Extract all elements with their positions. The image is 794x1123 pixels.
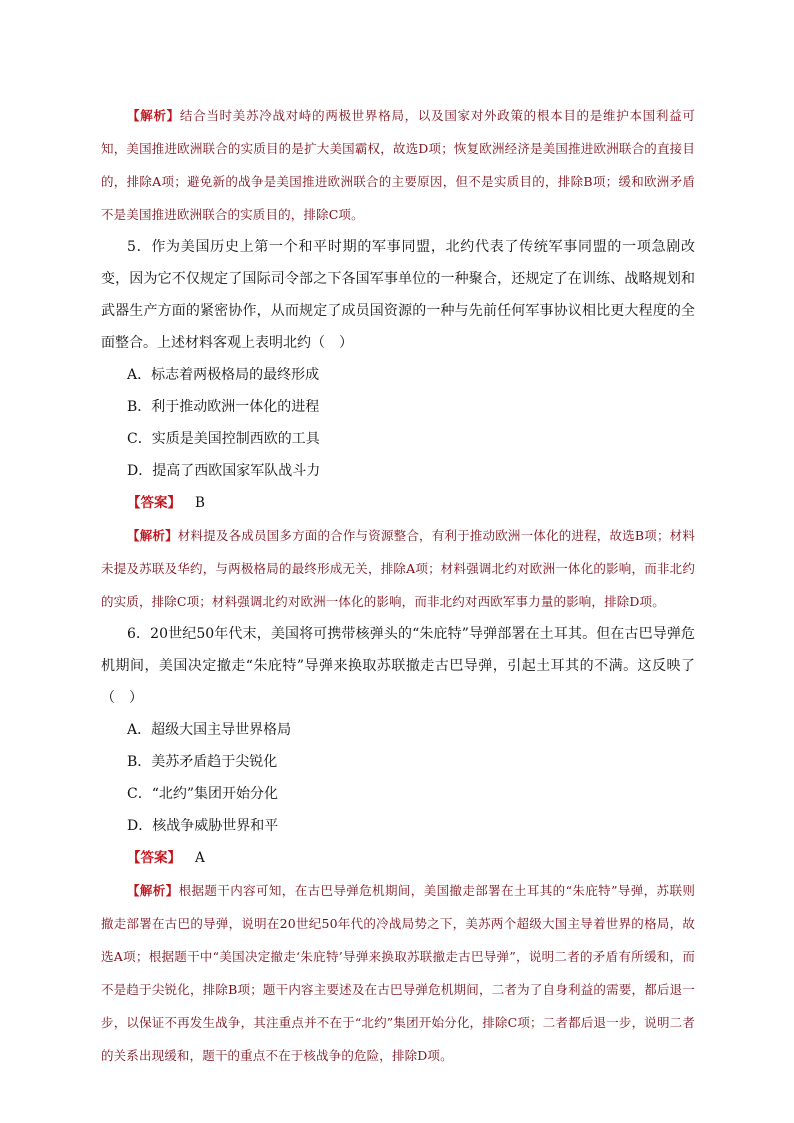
q5-option-c: C．实质是美国控制西欧的工具 — [127, 431, 320, 447]
q5-analysis-text: 材料提及各成员国多方面的合作与资源整合，有利于推动欧洲一体化的进程，故选B项；材料未提及苏联及华约，与两极格局的最终形成无关，排除A项；材料强调北约对欧洲一体化的影响，而非北约的实质，排除C项；材料强调北约对欧洲一体化的影响，而非北约对西欧军事力量的影响，排除D项。 — [101, 528, 695, 609]
q5-analysis-tag: 【解析】 — [127, 528, 178, 543]
q5-answer-tag: 【答案】 — [127, 495, 181, 511]
q6-analysis-tag: 【解析】 — [127, 883, 179, 898]
q6-analysis-text: 根据题干内容可知，在古巴导弹危机期间，美国撤走部署在土耳其的“朱庇特”导弹，苏联则撤走部署在古巴的导弹，说明在20世纪50年代的冷战局势之下，美苏两个超级大国主导着世界的格局，故选A项；根据题干中“美国决定撤走‘朱庇特’导弹来换取苏联撤走古巴导弹”，说明二者的矛盾有所缓和，而不是趋于尖锐化，排除B项；题干内容主要述及在古巴导弹危机期间，二者为了自身利益的需要，都后退一步，以保证不再发生战争，其注重点并不在于“北约”集团开始分化，排除C项；二者都后退一步，说明二者的关系出现缓和，题干的重点不在于核战争的危险，排除D项。 — [101, 883, 695, 1063]
q6-option-a: A．超级大国主导世界格局 — [127, 722, 292, 738]
q6-option-b: B．美苏矛盾趋于尖锐化 — [127, 754, 278, 770]
q5-option-a: A．标志着两极格局的最终形成 — [127, 367, 320, 383]
q5-answer — [101, 487, 695, 519]
q6-answer — [101, 842, 695, 874]
q6-analysis — [101, 874, 695, 1072]
q6-answer-tag: 【答案】 — [127, 850, 181, 866]
q5-stem: 5．作为美国历史上第一个和平时期的军事同盟，北约代表了传统军事同盟的一项急剧改变，因为它不仅规定了国际司令部之下各国军事单位的一种聚合，还规定了在训练、战略规划和武器生产方面的紧密协作，从而规定了成员国资源的一种与先前任何军事协议相比更大程度的全面整合。上述材料客观上表明北约（ ） — [101, 239, 695, 351]
page-content — [101, 99, 695, 1072]
q5-option-d: D．提高了西欧国家军队战斗力 — [127, 463, 321, 479]
q6-answer-value: A — [195, 850, 205, 866]
q4-analysis-text: 结合当时美苏冷战对峙的两极世界格局，以及国家对外政策的根本目的是维护本国利益可知，美国推进欧洲联合的实质目的是扩大美国霸权，故选D项；恢复欧洲经济是美国推进欧洲联合的直接目的，排除A项；避免新的战争是美国推进欧洲联合的主要原因，但不是实质目的，排除B项；缓和欧洲矛盾不是美国推进欧洲联合的实质目的，排除C项。 — [101, 108, 695, 222]
q4-analysis-tag: 【解析】 — [127, 108, 180, 123]
q4-analysis — [101, 99, 695, 231]
q6-stem: 6．20世纪50年代末，美国将可携带核弹头的“朱庇特”导弹部署在土耳其。但在古巴导弹危机期间，美国决定撤走“朱庇特”导弹来换取苏联撤走古巴导弹，引起土耳其的不满。这反映了（ ） — [101, 626, 695, 706]
q5-answer-value: B — [195, 495, 205, 511]
q5-analysis — [101, 519, 695, 618]
q6-option-d: D．核战争威胁世界和平 — [127, 818, 279, 834]
q6-option-c: C．“北约”集团开始分化 — [127, 786, 279, 802]
q5-option-b: B．利于推动欧洲一体化的进程 — [127, 399, 320, 415]
